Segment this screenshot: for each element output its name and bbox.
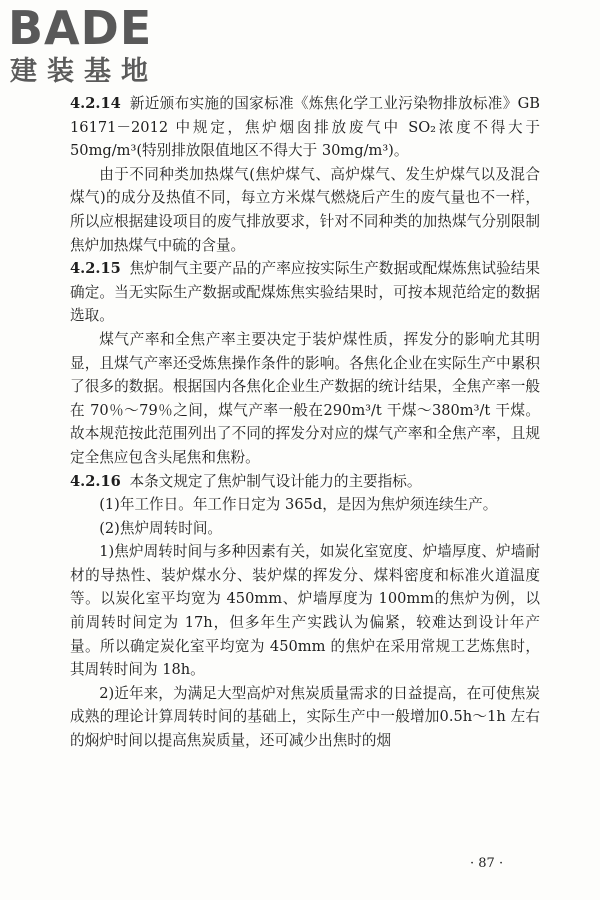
clause-number: 4.2.16	[70, 472, 121, 490]
paragraph: (1)年工作日。年工作日定为 365d，是因为焦炉须连续生产。	[99, 496, 498, 514]
paragraph: (2)焦炉周转时间。	[99, 519, 223, 537]
paragraph-4-2-14	[70, 92, 540, 163]
paragraph-text: 新近颁布实施的国家标准《炼焦化学工业污染物排放标准》GB 16171－2012 中规定，焦炉烟囱排放废气中 SO₂浓度不得大于 50mg/m³(特别排放限值地区不得大于 30mg/m³)。	[70, 95, 540, 160]
paragraph-text: 本条文规定了焦炉制气设计能力的主要指标。	[129, 472, 422, 490]
paragraph-4-2-16	[70, 470, 540, 494]
clause-number: 4.2.15	[70, 260, 121, 278]
page-content	[70, 92, 540, 753]
paragraph: 煤气产率和全焦产率主要决定于装炉煤性质，挥发分的影响尤其明显，且煤气产率还受炼焦操作条件的影响。各焦化企业在实际生产中累积了很多的数据。根据国内各焦化企业生产数据的统计结果，全焦产率一般在 70％～79％之间，煤气产率一般在290m³/t 干煤～380m³/t 干煤。故本规范按此范围列出了不同的挥发分对应的煤气产率和全焦产率，且规定全焦应包含头尾焦和焦粉。	[70, 330, 540, 466]
paragraph: 2)近年来，为满足大型高炉对焦炭质量需求的日益提高，在可使焦炭成熟的理论计算周转时间的基础上，实际生产中一般增加0.5h～1h 左右的焖炉时间以提高焦炭质量，还可减少出焦时的烟	[70, 684, 540, 750]
logo-title: BADE	[8, 1, 153, 55]
paragraph-text: 焦炉制气主要产品的产率应按实际生产数据或配煤炼焦试验结果确定。当无实际生产数据或配煤炼焦实验结果时，可按本规范给定的数据选取。	[70, 260, 540, 325]
paragraph: 由于不同种类加热煤气(焦炉煤气、高炉煤气、发生炉煤气以及混合煤气)的成分及热值不同，每立方米煤气燃烧后产生的废气量也不一样，所以应根据建设项目的废气排放要求，针对不同种类的加热煤气分别限制焦炉加热煤气中硫的含量。	[70, 165, 540, 254]
clause-number: 4.2.14	[70, 95, 121, 112]
bade-logo	[8, 1, 178, 90]
paragraph-4-2-15	[70, 257, 540, 328]
page-number: · 87 ·	[470, 856, 504, 871]
paragraph: 1)焦炉周转时间与多种因素有关，如炭化室宽度、炉墙厚度、炉墙耐材的导热性、装炉煤水分、装炉煤的挥发分、煤料密度和标准火道温度等。以炭化室平均宽为 450mm、炉墙厚度为 100mm的焦炉为例，以前周转时间定为 17h，但多年生产实践认为偏紧，较难达到设计年产量。所以确定炭化室平均宽为 450mm 的焦炉在采用常规工艺炼焦时，其周转时间为 18h。	[70, 543, 540, 679]
logo-subtitle: 建装基地	[10, 56, 158, 87]
